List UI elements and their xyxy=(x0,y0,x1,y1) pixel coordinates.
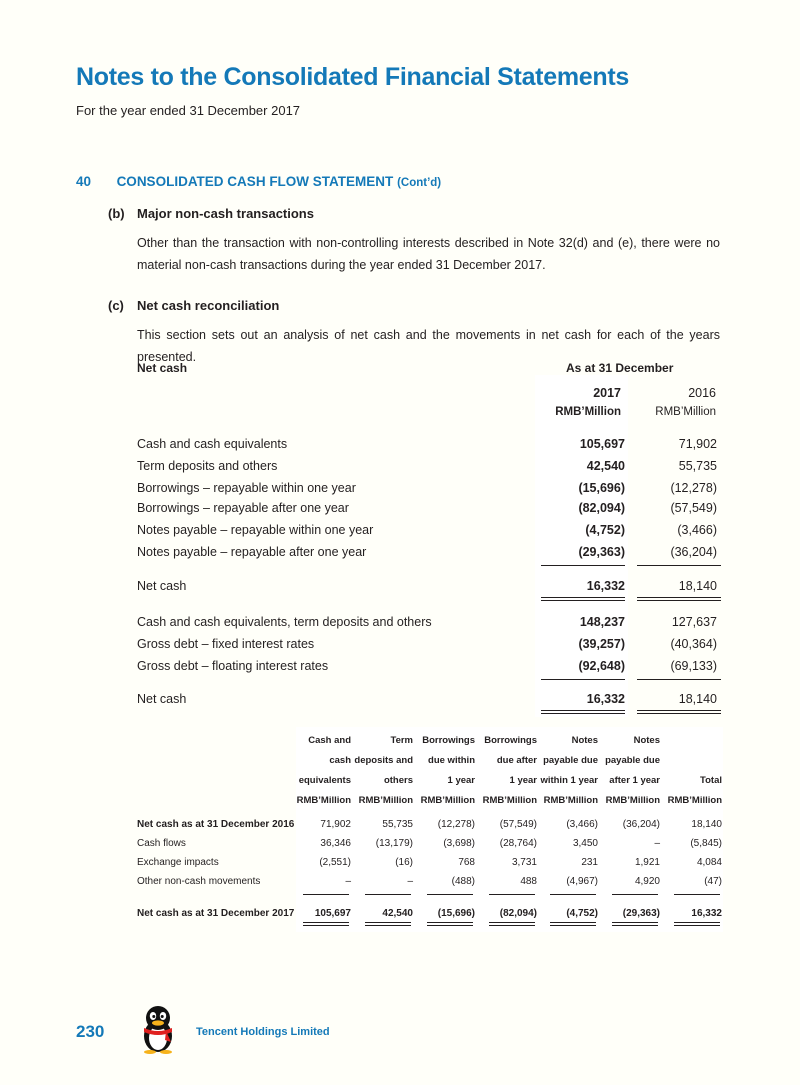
page-subtitle: For the year ended 31 December 2017 xyxy=(76,103,301,118)
rule-single xyxy=(550,894,596,895)
movement-cell: (47) xyxy=(704,876,722,887)
movement-cell: (15,696) xyxy=(437,908,475,919)
value-2016: (40,364) xyxy=(670,637,717,651)
rule-single xyxy=(303,894,349,895)
rule-single xyxy=(427,894,473,895)
rule-double xyxy=(365,925,411,926)
row-label: Borrowings – repayable after one year xyxy=(137,501,349,515)
net-cash-row xyxy=(137,437,717,455)
column-header-line: RMB’Million xyxy=(358,795,413,806)
sub-b-title: Major non-cash transactions xyxy=(137,206,314,221)
movement-row xyxy=(137,908,723,922)
movement-row-label: Exchange impacts xyxy=(137,857,219,868)
movement-cell: (4,967) xyxy=(566,876,598,887)
rule-double xyxy=(489,925,535,926)
rule-double xyxy=(365,922,411,923)
row-label: Gross debt – fixed interest rates xyxy=(137,637,315,651)
column-header-line: RMB’Million xyxy=(296,795,351,806)
movement-column-header xyxy=(297,731,351,811)
movement-cell: (3,466) xyxy=(566,819,598,830)
column-header-line: Notes xyxy=(633,735,660,746)
value-2016: 71,902 xyxy=(678,437,717,451)
value-2017: (92,648) xyxy=(578,659,625,673)
as-at-header: As at 31 December xyxy=(566,361,674,375)
movement-cell: (3,698) xyxy=(443,838,475,849)
value-2016: 18,140 xyxy=(678,692,717,706)
net-cash-row xyxy=(137,637,717,655)
unit-2016: RMB’Million xyxy=(655,406,716,418)
rule-single xyxy=(365,894,411,895)
column-header-line: equivalents xyxy=(298,775,351,786)
movement-cell: – xyxy=(654,838,660,849)
column-header-line: Borrowings xyxy=(484,735,537,746)
movement-row xyxy=(137,838,723,852)
movement-cell: 16,332 xyxy=(691,908,722,919)
movement-row-label: Net cash as at 31 December 2017 xyxy=(137,908,295,919)
movement-cell: (57,549) xyxy=(499,819,537,830)
value-2016: (57,549) xyxy=(670,501,717,515)
column-header-line xyxy=(668,731,722,751)
column-header-line: RMB’Million xyxy=(543,795,598,806)
column-header-line: 1 year xyxy=(447,775,475,786)
page-title: Notes to the Consolidated Financial Statements xyxy=(76,63,629,91)
movement-cell: 105,697 xyxy=(314,908,351,919)
movement-column-header xyxy=(483,731,537,811)
net-cash-row xyxy=(137,545,717,563)
section-title: CONSOLIDATED CASH FLOW STATEMENT xyxy=(116,174,394,189)
movement-cell: 768 xyxy=(458,857,475,868)
page-number: 230 xyxy=(76,1022,105,1041)
sub-b-label: (b) xyxy=(108,206,125,221)
movement-column-header xyxy=(540,731,598,811)
net-cash-row xyxy=(137,579,717,597)
movement-cell: (488) xyxy=(451,876,475,887)
movement-row-label: Other non-cash movements xyxy=(137,876,261,887)
row-label: Cash and cash equivalents xyxy=(137,437,288,451)
row-label: Notes payable – repayable within one year xyxy=(137,523,374,537)
movement-cell: (2,551) xyxy=(319,857,351,868)
sub-c-label: (c) xyxy=(108,298,124,313)
movement-cell: 42,540 xyxy=(382,908,413,919)
movement-cell: (82,094) xyxy=(499,908,537,919)
value-2017: (39,257) xyxy=(578,637,625,651)
rule-double xyxy=(612,922,658,923)
movement-cell: 55,735 xyxy=(382,819,413,830)
row-label: Net cash xyxy=(137,579,187,593)
rule-double xyxy=(637,710,721,711)
value-2017: 42,540 xyxy=(586,459,625,473)
rule-double xyxy=(550,922,596,923)
movement-cell: 36,346 xyxy=(320,838,351,849)
column-header-line: Total xyxy=(700,775,722,786)
rule-double xyxy=(427,925,473,926)
movement-row-label: Cash flows xyxy=(137,838,186,849)
movement-row xyxy=(137,857,723,871)
movement-cell: 231 xyxy=(581,857,598,868)
movement-cell: (5,845) xyxy=(690,838,722,849)
rule-single xyxy=(541,679,625,680)
net-cash-row xyxy=(137,659,717,677)
movement-cell: (28,764) xyxy=(499,838,537,849)
net-cash-header: Net cash xyxy=(137,361,188,375)
penguin-logo-icon xyxy=(138,1004,178,1054)
column-header-line: Notes xyxy=(571,735,598,746)
rule-double xyxy=(489,922,535,923)
movement-cell: 4,084 xyxy=(696,857,722,868)
rule-double xyxy=(550,925,596,926)
movement-cell: 1,921 xyxy=(634,857,660,868)
section-cont: (Cont’d) xyxy=(397,177,442,189)
company-name: Tencent Holdings Limited xyxy=(196,1026,330,1038)
net-cash-row xyxy=(137,523,717,541)
value-2017: 16,332 xyxy=(586,692,625,706)
rule-double xyxy=(674,922,720,923)
column-header-line: after 1 year xyxy=(609,775,660,786)
column-header-line: RMB’Million xyxy=(605,795,660,806)
movement-cell: (36,204) xyxy=(622,819,660,830)
column-header-line: cash xyxy=(329,755,351,766)
movement-cell: (16) xyxy=(395,857,413,868)
rule-single xyxy=(489,894,535,895)
value-2017: 105,697 xyxy=(579,437,625,451)
year-2017: 2017 xyxy=(593,386,621,400)
column-header-line: within 1 year xyxy=(540,775,598,786)
net-cash-row xyxy=(137,459,717,477)
rule-double xyxy=(637,597,721,598)
movement-cell: (12,278) xyxy=(437,819,475,830)
rule-single xyxy=(541,565,625,566)
movement-cell: – xyxy=(345,876,351,887)
net-cash-row xyxy=(137,692,717,710)
row-label: Net cash xyxy=(137,692,187,706)
column-header-line: others xyxy=(383,775,413,786)
movement-cell: (13,179) xyxy=(375,838,413,849)
rule-double xyxy=(612,925,658,926)
value-2017: (29,363) xyxy=(578,545,625,559)
year-2016: 2016 xyxy=(688,386,716,400)
row-label: Gross debt – floating interest rates xyxy=(137,659,329,673)
movement-cell: 4,920 xyxy=(634,876,660,887)
column-header-line xyxy=(668,751,722,771)
rule-double xyxy=(303,922,349,923)
movement-cell: 71,902 xyxy=(320,819,351,830)
column-header-line: payable due xyxy=(605,755,660,766)
movement-cell: 18,140 xyxy=(691,819,722,830)
column-header-line: payable due xyxy=(543,755,598,766)
rule-single xyxy=(637,679,721,680)
value-2016: 18,140 xyxy=(678,579,717,593)
value-2017: (82,094) xyxy=(578,501,625,515)
value-2016: (36,204) xyxy=(670,545,717,559)
value-2017: (4,752) xyxy=(585,523,625,537)
value-2017: (15,696) xyxy=(578,481,625,495)
net-cash-row xyxy=(137,481,717,499)
movement-cell: 488 xyxy=(520,876,537,887)
column-header-line: RMB’Million xyxy=(667,795,722,806)
rule-double xyxy=(637,713,721,714)
movement-cell: 3,731 xyxy=(511,857,537,868)
column-header-line: Cash and xyxy=(308,735,351,746)
movement-row xyxy=(137,819,723,833)
value-2017: 16,332 xyxy=(586,579,625,593)
value-2016: (69,133) xyxy=(670,659,717,673)
rule-double xyxy=(637,600,721,601)
rule-single xyxy=(674,894,720,895)
column-header-line: 1 year xyxy=(509,775,537,786)
rule-double xyxy=(427,922,473,923)
column-header-line: RMB’Million xyxy=(420,795,475,806)
column-header-line: Term xyxy=(390,735,413,746)
net-cash-row xyxy=(137,615,717,633)
rule-double xyxy=(303,925,349,926)
value-2017: 148,237 xyxy=(579,615,625,629)
row-label: Notes payable – repayable after one year xyxy=(137,545,367,559)
value-2016: (3,466) xyxy=(677,523,717,537)
sub-c-title: Net cash reconciliation xyxy=(137,298,280,313)
movement-cell: (4,752) xyxy=(566,908,598,919)
movement-cell: (29,363) xyxy=(622,908,660,919)
movement-cell: 3,450 xyxy=(572,838,598,849)
row-label: Borrowings – repayable within one year xyxy=(137,481,356,495)
rule-single xyxy=(612,894,658,895)
movement-row-label: Net cash as at 31 December 2016 xyxy=(137,819,295,830)
value-2016: (12,278) xyxy=(670,481,717,495)
section-heading xyxy=(76,174,441,189)
value-2016: 55,735 xyxy=(678,459,717,473)
movement-column-header xyxy=(605,731,660,811)
row-label: Term deposits and others xyxy=(137,459,278,473)
column-header-line: deposits and xyxy=(354,755,413,766)
column-header-line: due within xyxy=(428,755,475,766)
movement-row xyxy=(137,876,723,890)
movement-cell: – xyxy=(407,876,413,887)
sub-c-text: This section sets out an analysis of net cash and the movements in net cash for each of the years presented. xyxy=(137,328,720,364)
unit-2017: RMB’Million xyxy=(555,406,621,418)
row-label: Cash and cash equivalents, term deposits and others xyxy=(137,615,432,629)
rule-double xyxy=(541,710,625,711)
rule-double xyxy=(541,597,625,598)
section-number: 40 xyxy=(76,174,92,189)
movement-column-header xyxy=(421,731,475,811)
movement-column-header xyxy=(354,731,413,811)
movement-column-header xyxy=(668,731,722,811)
column-header-line: RMB’Million xyxy=(482,795,537,806)
rule-double xyxy=(674,925,720,926)
sub-b-text: Other than the transaction with non-controlling interests described in Note 32(d) and (e), there were no material non-cash transactions during the year ended 31 December 2017. xyxy=(137,236,720,272)
net-cash-row xyxy=(137,501,717,519)
column-header-line: Borrowings xyxy=(422,735,475,746)
value-2016: 127,637 xyxy=(671,615,717,629)
column-header-line: due after xyxy=(496,755,537,766)
rule-double xyxy=(541,600,625,601)
rule-single xyxy=(637,565,721,566)
rule-double xyxy=(541,713,625,714)
